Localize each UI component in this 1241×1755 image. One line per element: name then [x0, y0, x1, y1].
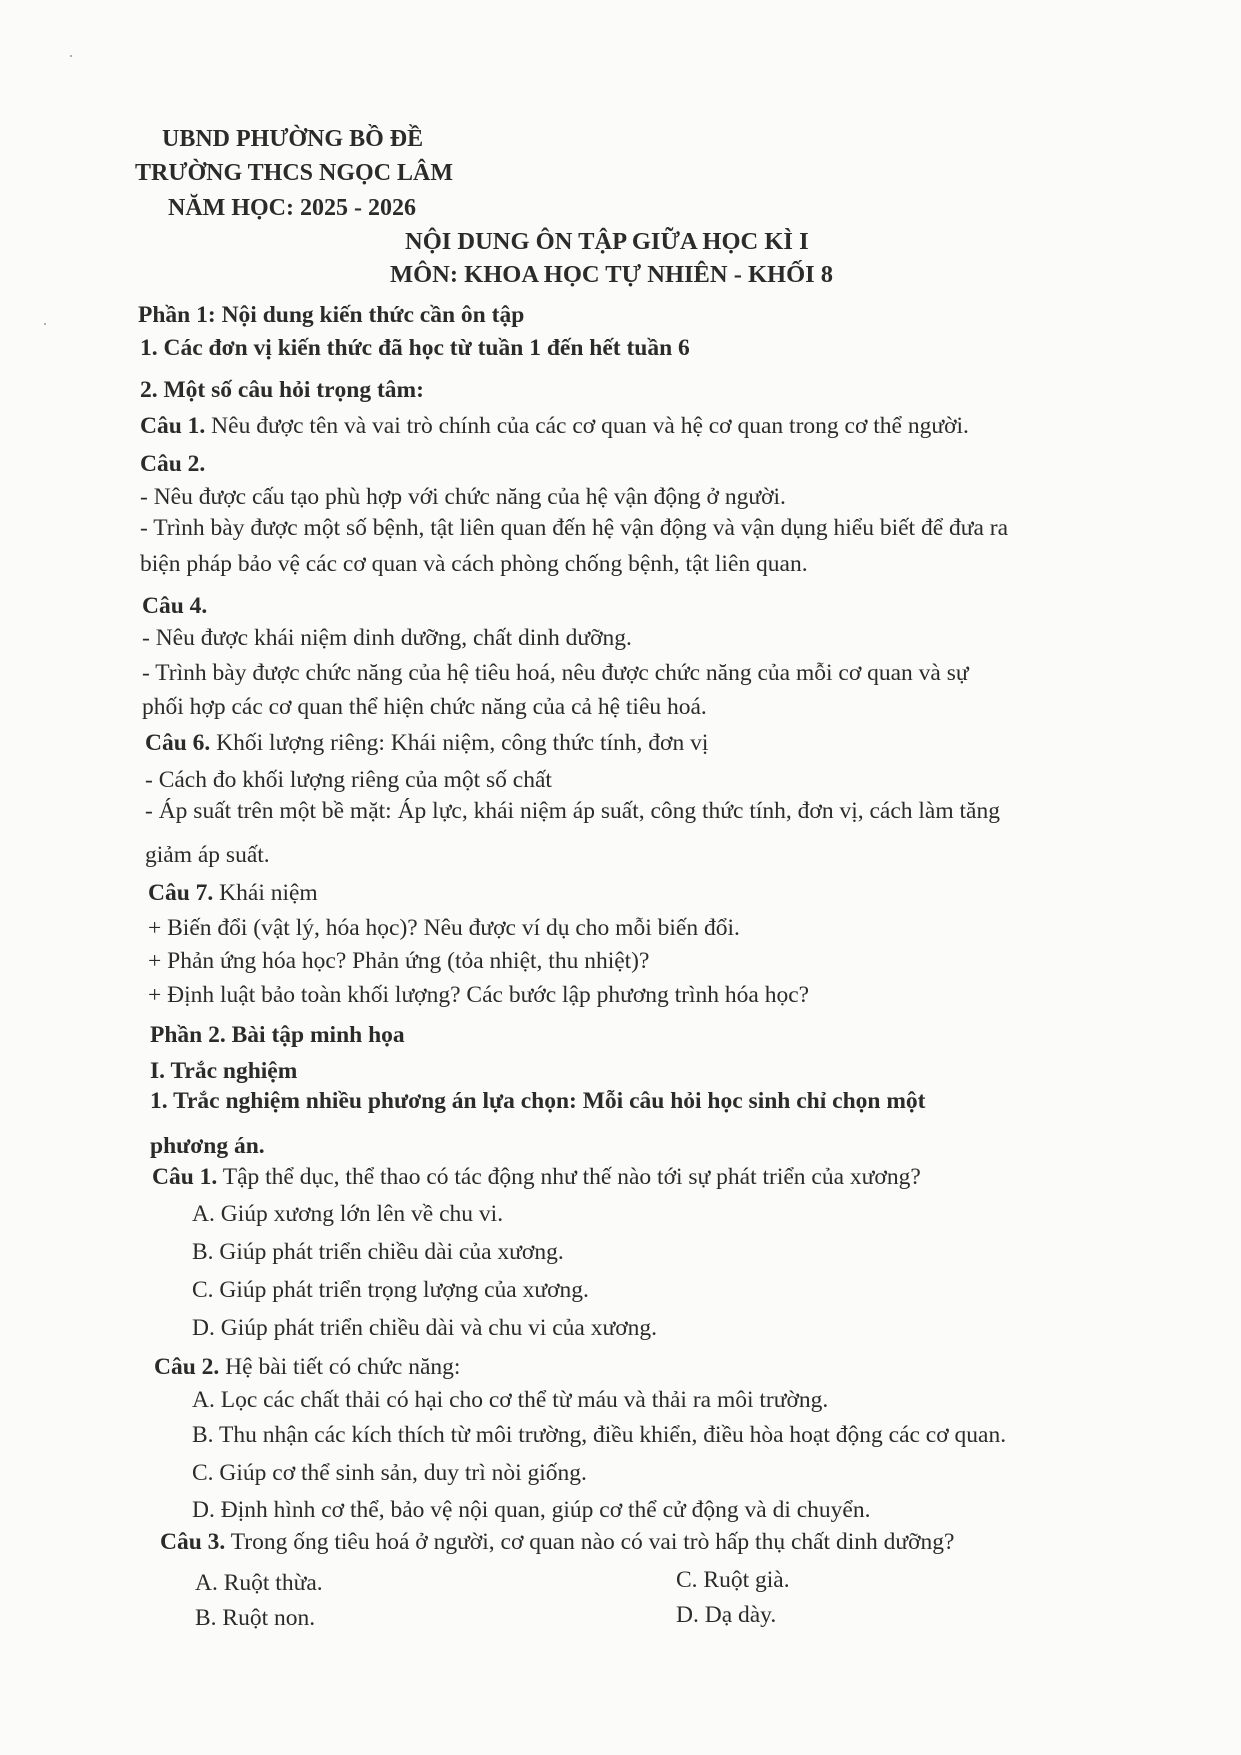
mc-question-3	[160, 1527, 954, 1557]
question-7-line: + Biến đổi (vật lý, hóa học)? Nêu được ví dụ cho mỗi biến đổi.	[148, 915, 740, 941]
header-school: TRƯỜNG THCS NGỌC LÂM	[135, 160, 454, 186]
part2-section: I. Trắc nghiệm	[150, 1058, 298, 1084]
mc-option: C. Giúp cơ thể sinh sản, duy trì nòi giống.	[192, 1460, 587, 1486]
question-4-line: - Nêu được khái niệm dinh dưỡng, chất dinh dưỡng.	[142, 625, 632, 651]
scan-speck	[44, 323, 46, 325]
question-text: Khái niệm	[213, 880, 318, 906]
question-text: Hệ bài tiết có chức năng:	[219, 1354, 461, 1380]
question-7	[148, 878, 318, 908]
question-text: Trong ống tiêu hoá ở người, cơ quan nào có vai trò hấp thụ chất dinh dưỡng?	[225, 1529, 955, 1555]
header-year: NĂM HỌC: 2025 - 2026	[168, 195, 416, 221]
question-7-line: + Phản ứng hóa học? Phản ứng (tỏa nhiệt, thu nhiệt)?	[148, 948, 650, 974]
question-label: Câu 1.	[140, 413, 206, 439]
mc-option: D. Dạ dày.	[676, 1602, 777, 1628]
question-4-label: Câu 4.	[142, 593, 208, 619]
question-2-line: biện pháp bảo vệ các cơ quan và cách phòng chống bệnh, tật liên quan.	[140, 551, 808, 577]
question-text: Khối lượng riêng: Khái niệm, công thức tính, đơn vị	[210, 730, 709, 756]
scan-speck	[70, 55, 72, 57]
mc-question-1	[152, 1162, 921, 1192]
mc-option: A. Lọc các chất thải có hại cho cơ thể từ máu và thải ra môi trường.	[192, 1387, 829, 1413]
question-4-line: - Trình bày được chức năng của hệ tiêu hoá, nêu được chức năng của mỗi cơ quan và sự	[142, 660, 969, 686]
question-6-line: giảm áp suất.	[145, 842, 270, 868]
question-6	[145, 728, 708, 758]
mc-option: C. Giúp phát triển trọng lượng của xương.	[192, 1277, 589, 1303]
part2-heading: Phần 2. Bài tập minh họa	[150, 1022, 405, 1048]
mc-question-2	[154, 1352, 460, 1382]
mc-option: D. Định hình cơ thể, bảo vệ nội quan, giúp cơ thể cử động và di chuyển.	[192, 1497, 871, 1523]
doc-subtitle: MÔN: KHOA HỌC TỰ NHIÊN - KHỐI 8	[390, 261, 834, 288]
question-label: Câu 7.	[148, 880, 214, 906]
part1-heading: Phần 1: Nội dung kiến thức cần ôn tập	[138, 302, 525, 328]
mc-option: A. Giúp xương lớn lên về chu vi.	[192, 1201, 504, 1227]
question-6-line: - Cách đo khối lượng riêng của một số chất	[145, 767, 552, 793]
question-label: Câu 1.	[152, 1164, 218, 1190]
part1-item1: 1. Các đơn vị kiến thức đã học từ tuần 1 đến hết tuần 6	[140, 335, 690, 361]
mc-option: B. Thu nhận các kích thích từ môi trường, điều khiển, điều hòa hoạt động các cơ quan.	[192, 1422, 1007, 1448]
question-label: Câu 2.	[154, 1354, 220, 1380]
question-label: Câu 3.	[160, 1529, 226, 1555]
mc-option: C. Ruột già.	[676, 1567, 790, 1593]
mc-option: B. Giúp phát triển chiều dài của xương.	[192, 1239, 564, 1265]
part2-subsection: 1. Trắc nghiệm nhiều phương án lựa chọn: Mỗi câu hỏi học sinh chỉ chọn một	[150, 1088, 926, 1114]
part1-item2: 2. Một số câu hỏi trọng tâm:	[140, 377, 424, 403]
mc-option: B. Ruột non.	[195, 1605, 316, 1631]
question-2-line: - Nêu được cấu tạo phù hợp với chức năng của hệ vận động ở người.	[140, 484, 786, 510]
question-2-line: - Trình bày được một số bệnh, tật liên quan đến hệ vận động và vận dụng hiểu biết để đưa ra	[140, 515, 1009, 541]
header-authority: UBND PHƯỜNG BỒ ĐỀ	[162, 126, 424, 152]
doc-title: NỘI DUNG ÔN TẬP GIỮA HỌC KÌ I	[405, 228, 809, 255]
question-label: Câu 6.	[145, 730, 211, 756]
question-4-line: phối hợp các cơ quan thể hiện chức năng của cả hệ tiêu hoá.	[142, 694, 707, 720]
mc-option: A. Ruột thừa.	[195, 1570, 323, 1596]
mc-option: D. Giúp phát triển chiều dài và chu vi của xương.	[192, 1315, 658, 1341]
question-1	[140, 411, 969, 441]
question-6-line: - Áp suất trên một bề mặt: Áp lực, khái niệm áp suất, công thức tính, đơn vị, cách làm tăng	[145, 798, 1000, 824]
question-2-label: Câu 2.	[140, 451, 206, 477]
question-7-line: + Định luật bảo toàn khối lượng? Các bước lập phương trình hóa học?	[148, 982, 810, 1008]
question-text: Nêu được tên và vai trò chính của các cơ quan và hệ cơ quan trong cơ thể người.	[205, 413, 969, 439]
part2-subsection-cont: phương án.	[150, 1133, 265, 1159]
question-text: Tập thể dục, thể thao có tác động như thế nào tới sự phát triển của xương?	[217, 1164, 921, 1190]
